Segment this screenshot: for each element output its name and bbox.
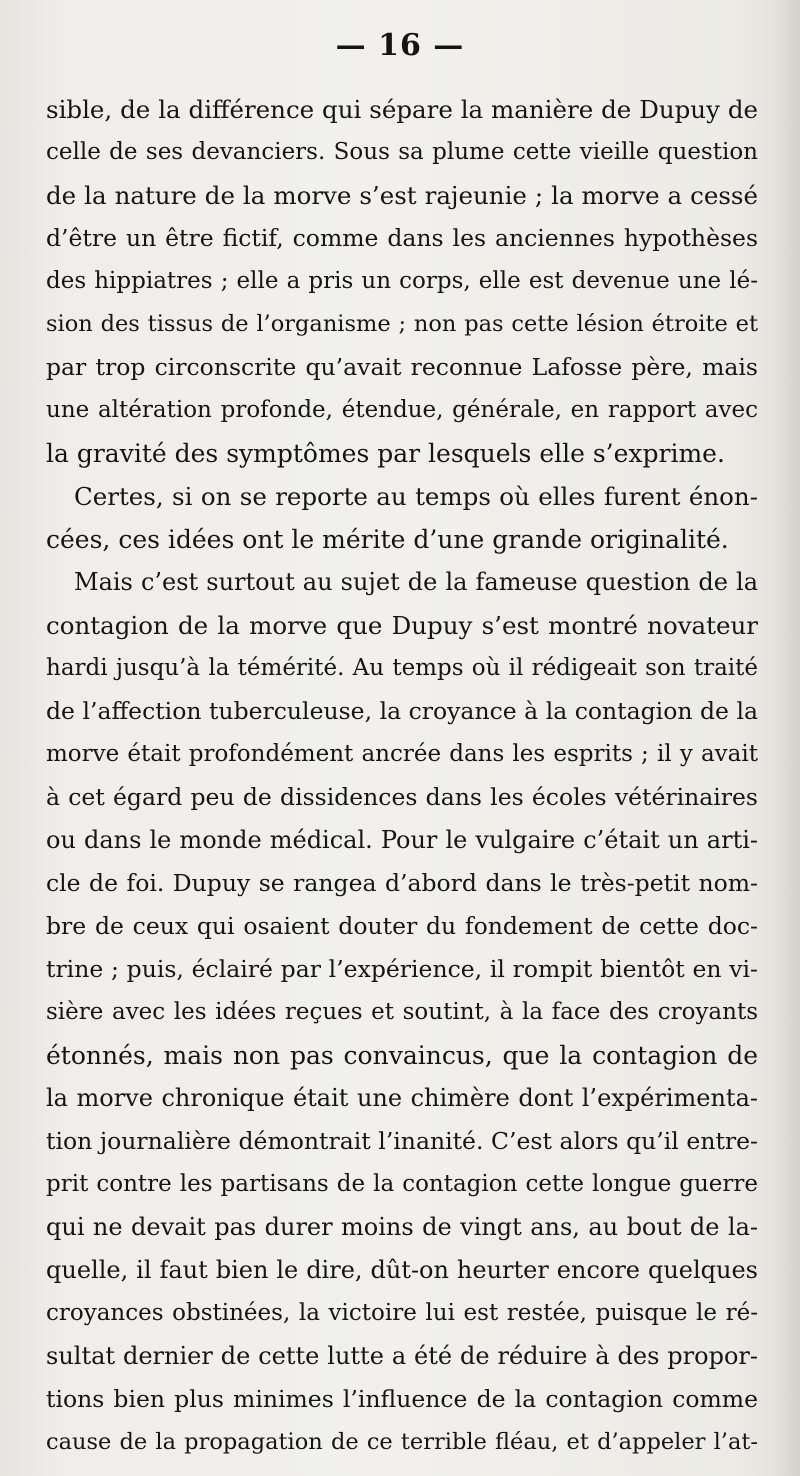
- text-line: cle de foi. Dupuy se rangea d’abord dans le très-petit nom-: [46, 869, 758, 897]
- text-line: tion journalière démontrait l’inanité. C’est alors qu’il entre-: [46, 1127, 758, 1155]
- text-line: Mais c’est surtout au sujet de la fameuse question de la: [74, 568, 758, 596]
- text-line: sultat dernier de cette lutte a été de réduire à des propor-: [46, 1342, 758, 1370]
- page-edge-shadow: [774, 0, 800, 1476]
- text-line: à cet égard peu de dissidences dans les écoles vétérinaires: [46, 783, 758, 811]
- page-number: — 16 —: [335, 28, 465, 63]
- text-line: sion des tissus de l’organisme ; non pas cette lésion étroite et: [46, 311, 758, 337]
- text-line: étonnés, mais non pas convaincus, que la contagion de: [46, 1041, 758, 1070]
- text-line: morve était profondément ancrée dans les esprits ; il y avait: [46, 741, 758, 767]
- text-line: Certes, si on se reporte au temps où elles furent énon-: [74, 482, 758, 511]
- text-line: cées, ces idées ont le mérite d’une grande originalité.: [46, 525, 729, 554]
- text-line: hardi jusqu’à la témérité. Au temps où il rédigeait son traité: [46, 655, 758, 681]
- text-line: quelle, il faut bien le dire, dût-on heurter encore quelques: [46, 1256, 758, 1284]
- body-text: [46, 88, 758, 1464]
- text-line: contagion de la morve que Dupuy s’est montré novateur: [46, 611, 758, 640]
- text-line: ou dans le monde médical. Pour le vulgaire c’était un arti-: [46, 826, 758, 854]
- text-line: prit contre les partisans de la contagion cette longue guerre: [46, 1171, 758, 1197]
- text-line: tions bien plus minimes l’influence de la contagion comme: [46, 1385, 758, 1413]
- text-line: la morve chronique était une chimère dont l’expérimenta-: [46, 1084, 758, 1112]
- text-line: qui ne devait pas durer moins de vingt ans, au bout de la-: [46, 1213, 758, 1241]
- text-line: sière avec les idées reçues et soutint, à la face des croyants: [46, 999, 758, 1025]
- text-line: d’être un être fictif, comme dans les anciennes hypothèses: [46, 224, 758, 252]
- text-line: bre de ceux qui osaient douter du fondement de cette doc-: [46, 912, 758, 940]
- text-line: la gravité des symptômes par lesquels elle s’exprime.: [46, 439, 725, 468]
- text-line: sible, de la différence qui sépare la manière de Dupuy de: [46, 95, 758, 124]
- text-line: trine ; puis, éclairé par l’expérience, il rompit bientôt en vi-: [46, 955, 758, 983]
- text-line: par trop circonscrite qu’avait reconnue Lafosse père, mais: [46, 353, 758, 381]
- text-line: une altération profonde, étendue, générale, en rapport avec: [46, 397, 758, 423]
- text-line: croyances obstinées, la victoire lui est restée, puisque le ré-: [46, 1300, 758, 1326]
- text-line: de la nature de la morve s’est rajeunie ; la morve a cessé: [46, 181, 758, 210]
- text-line: de l’affection tuberculeuse, la croyance à la contagion de la: [46, 697, 758, 725]
- text-line: cause de la propagation de ce terrible fléau, et d’appeler l’at-: [46, 1429, 758, 1455]
- text-line: celle de ses devanciers. Sous sa plume cette vieille question: [46, 139, 758, 165]
- text-line: des hippiatres ; elle a pris un corps, elle est devenue une lé-: [46, 268, 758, 294]
